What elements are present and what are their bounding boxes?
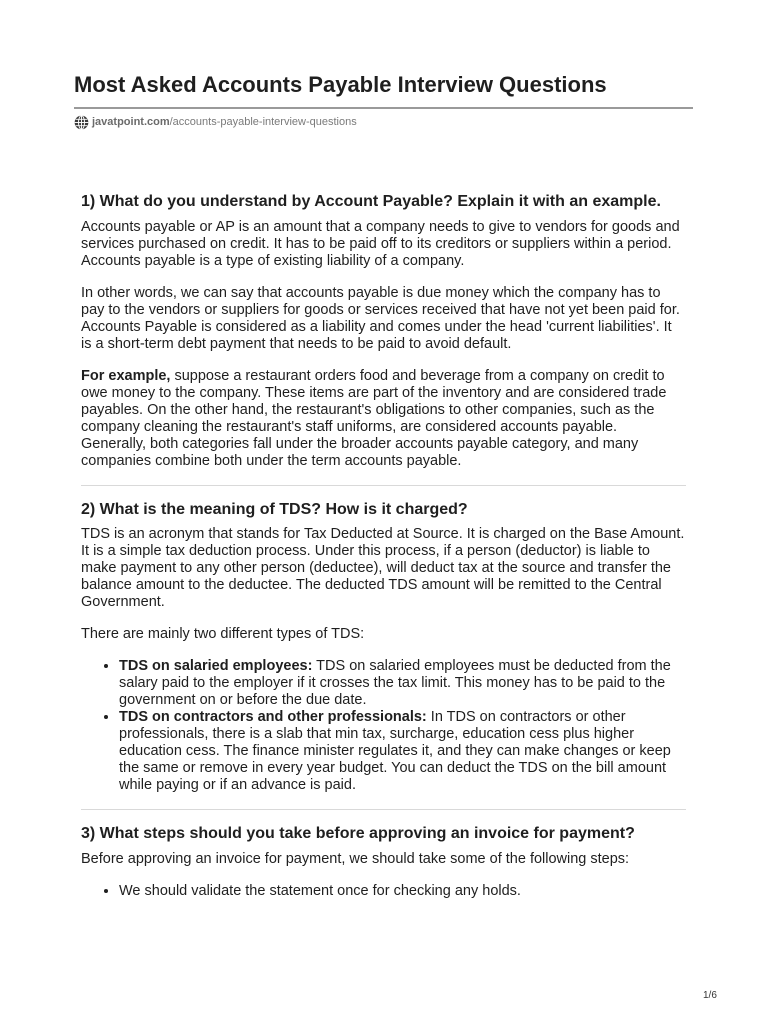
example-label: For example, (81, 367, 171, 384)
list-item-label: TDS on salaried employees: (119, 658, 313, 674)
page-title: Most Asked Accounts Payable Interview Questions (74, 72, 607, 97)
globe-icon (74, 115, 89, 130)
question-2-paragraph-2: There are mainly two different types of TDS: (81, 626, 365, 642)
tds-types-list (81, 658, 686, 794)
article-body (81, 192, 686, 915)
question-2-heading: 2) What is the meaning of TDS? How is it charged? (81, 500, 468, 518)
question-1-example (81, 368, 686, 470)
list-item-text: In TDS on contractors or other professionals, there is a slab that min tax, surcharge, education cess plus higher education cess. The finance minister regulates it, and they can make changes or keep the same or remove in every year budget. You can deduct the TDS on the bill amount while paying or if an advance is paid. (119, 709, 671, 793)
list-item-label: TDS on contractors and other professionals: (119, 709, 427, 725)
source-path: /accounts-payable-interview-questions (169, 116, 357, 128)
question-1-paragraph-1: Accounts payable or AP is an amount that a company needs to give to vendors for goods and services purchased on credit. It has to be paid off to its creditors or suppliers within a period. Accounts payable is a type of existing liability of a company. (81, 218, 680, 269)
question-1 (81, 192, 686, 470)
section-divider (81, 809, 686, 810)
question-1-paragraph-2: In other words, we can say that accounts payable is due money which the company has to pay to the vendors or suppliers for goods or services received that have not yet been paid for. Accounts Payable is considered as a liability and comes under the head 'current liabilities'. It is a short-term debt payment that needs to be paid to avoid default. (81, 284, 680, 352)
list-item: • We should validate the statement once for checking any holds. (119, 883, 686, 900)
list-item (119, 709, 686, 794)
example-text: suppose a restaurant orders food and beverage from a company on credit to owe money to the company. These items are part of the inventory and are considered trade payables. On the other hand, the restaurant's obligations to other companies, such as the company cleaning the restaurant's staff uniforms, are considered accounts payable. Generally, both categories fall under the broader accounts payable category, and many companies combine both under the term accounts payable. (81, 367, 667, 469)
question-2-paragraph-1: TDS is an acronym that stands for Tax Deducted at Source. It is charged on the Base Amount. It is a simple tax deduction process. Under this process, if a person (deductor) is liable to make payment to any other person (deductee), will deduct tax at the source and transfer the balance amount to the deductee. The deducted TDS amount will be remitted to the Central Government. (81, 526, 685, 610)
list-item (119, 658, 686, 709)
source-url[interactable] (74, 114, 357, 130)
question-2 (81, 500, 686, 795)
question-3-heading: 3) What steps should you take before approving an invoice for payment? (81, 825, 635, 842)
question-3 (81, 824, 686, 900)
question-3-paragraph-1: Before approving an invoice for payment, we should take some of the following steps: (81, 850, 630, 867)
question-1-heading: 1) What do you understand by Account Payable? Explain it with an example. (81, 193, 661, 210)
page-number: 1/6 (703, 990, 717, 1001)
list-item-text: TDS on salaried employees must be deducted from the salary paid to the employer if it crosses the tax limit. This money has to be paid to the government on or before the due date. (119, 658, 671, 708)
title-divider (74, 107, 693, 109)
section-divider (81, 485, 686, 486)
source-domain: javatpoint.com (92, 116, 170, 128)
invoice-steps-list (81, 883, 686, 900)
